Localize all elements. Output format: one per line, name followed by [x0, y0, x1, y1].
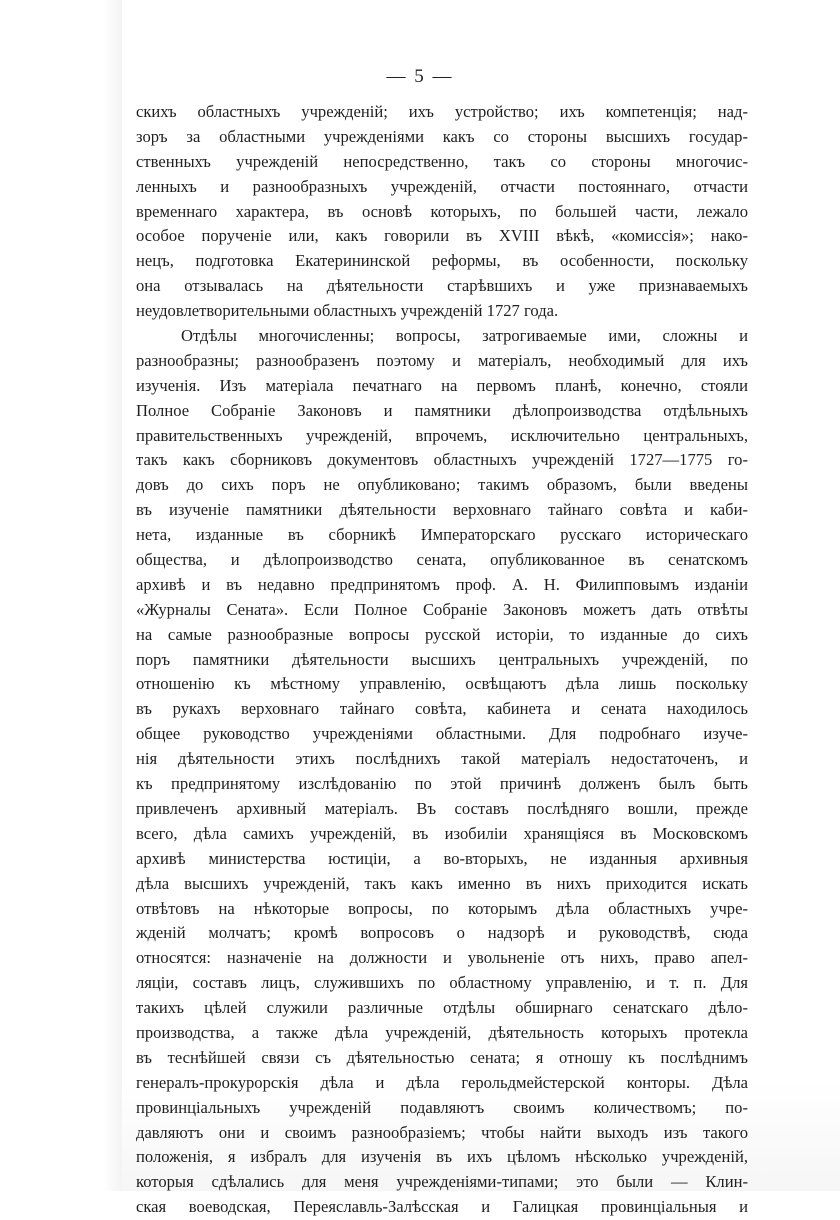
text-line: скихъ областныхъ учрежденій; ихъ устройство; ихъ компетенція; над- — [136, 102, 748, 121]
text-line: временнаго характера, въ основѣ которыхъ, по большей части, лежало — [136, 201, 748, 221]
text-line: архивѣ и въ недавно предпринятомъ проф. А. Н. Филипповымъ изданіи — [136, 574, 748, 594]
text-line: къ предпринятому изслѣдованію по этой причинѣ долженъ былъ быть — [136, 774, 748, 794]
text-line: нія дѣятельности этихъ послѣднихъ такой матеріалъ недостаточенъ, и — [136, 749, 748, 769]
text-line: ляціи, составъ лицъ, служившихъ по областному управленію, и т. п. Для — [136, 973, 748, 993]
text-line: общества, и дѣлопроизводство сената, опубликованное въ сенатскомъ — [136, 550, 748, 570]
text-line: изученія. Изъ матеріала печатнаго на первомъ планѣ, конечно, стояли — [136, 375, 748, 395]
text-line: правительственныхъ учрежденій, впрочемъ, исключительно центральныхъ, — [136, 425, 748, 445]
text-line: нета, изданные въ сборникѣ Императорскаго русскаго историческаго — [136, 525, 748, 545]
text-line: архивѣ министерства юстиціи, а во-вторыхъ, не изданныя архивныя — [136, 848, 748, 868]
text-line: нецъ, подготовка Екатерининской реформы, въ особенности, поскольку — [136, 251, 748, 271]
text-line: зоръ за областными учрежденіями какъ со стороны высшихъ государ- — [136, 126, 748, 146]
text-line: всего, дѣла самихъ учрежденій, въ изобиліи хранящіяся въ Московскомъ — [136, 823, 748, 843]
text-line: неудовлетворительными областныхъ учрежденій 1727 года. — [136, 301, 559, 321]
text-line: въ изученіе памятники дѣятельности верховнаго тайнаго совѣта и каби- — [136, 500, 748, 520]
text-line: Отдѣлы многочисленны; вопросы, затрогиваемые ими, сложны и — [181, 326, 748, 346]
text-line: на самые разнообразные вопросы русской исторіи, то изданные до сихъ — [136, 624, 748, 644]
text-line: производства, а также дѣла учрежденій, дѣятельность которыхъ протекла — [136, 1022, 748, 1042]
text-line: относятся: назначеніе на должности и увольненіе отъ нихъ, право апел- — [136, 948, 748, 968]
text-line: отношенію къ мѣстному управленію, освѣщаютъ дѣла лишь поскольку — [136, 674, 748, 694]
text-line: жденій молчатъ; кромѣ вопросовъ о надзорѣ и руководствѣ, сюда — [136, 923, 748, 943]
page-number: — 5 — — [386, 66, 454, 87]
text-line: отвѣтовъ на нѣкоторые вопросы, по которымъ дѣла областныхъ учре- — [136, 898, 748, 918]
text-line: общее руководство учрежденіями областными. Для подробнаго изуче- — [136, 724, 748, 744]
paragraph — [136, 100, 748, 324]
text-line: она отзывалась на дѣятельности старѣвшихъ и уже признаваемыхъ — [136, 276, 748, 296]
text-line: ственныхъ учрежденій непосредственно, такъ со стороны многочис- — [136, 151, 748, 171]
text-line: положенія, я избралъ для изученія въ ихъ цѣломъ нѣсколько учрежденій, — [136, 1147, 748, 1167]
text-line: давляютъ они и своимъ разнообразіемъ; чтобы найти выходъ изъ такого — [136, 1122, 748, 1142]
text-line: въ теснѣйшей связи съ дѣятельностью сената; я отношу къ послѣднимъ — [136, 1047, 748, 1067]
text-line: ленныхъ и разнообразныхъ учрежденій, отчасти постояннаго, отчасти — [136, 176, 748, 196]
text-line: привлеченъ архивный матеріалъ. Въ составъ послѣдняго вошли, прежде — [136, 798, 748, 818]
text-line: такихъ цѣлей служили различные отдѣлы обширнаго сенатскаго дѣло- — [136, 998, 748, 1018]
text-line: дѣла высшихъ учрежденій, такъ какъ именно въ нихъ приходится искать — [136, 873, 748, 893]
text-line: въ рукахъ верховнаго тайнаго совѣта, кабинета и сената находилось — [136, 699, 748, 719]
text-line: генералъ-прокурорскія дѣла и дѣла герольдмейстерской конторы. Дѣла — [136, 1072, 748, 1092]
text-line: разнообразны; разнообразенъ поэтому и матеріалъ, необходимый для ихъ — [136, 350, 748, 370]
text-line: «Журналы Сената». Если Полное Собраніе Законовъ можетъ дать отвѣты — [136, 599, 748, 619]
text-line: провинціальныхъ учрежденій подавляютъ своимъ количествомъ; по- — [136, 1097, 748, 1117]
text-line: ская воеводская, Переяславль-Залѣсская и Галицкая провинціальныя и — [136, 1197, 748, 1217]
text-line: довъ до сихъ поръ не опубликовано; такимъ образомъ, были введены — [136, 475, 748, 495]
scan-margin-shadow — [0, 0, 122, 1191]
paragraph — [136, 324, 748, 1220]
text-line: Полное Собраніе Законовъ и памятники дѣлопроизводства отдѣльныхъ — [136, 400, 748, 420]
text-line: такъ какъ сборниковъ документовъ областныхъ учрежденій 1727—1775 го- — [136, 450, 748, 470]
body-text — [136, 100, 748, 1220]
text-line: которыя сдѣлались для меня учрежденіями-типами; это были — Клин- — [136, 1172, 748, 1192]
text-line: поръ памятники дѣятельности высшихъ центральныхъ учрежденій, по — [136, 649, 748, 669]
text-line: особое порученіе или, какъ говорили въ XVIII вѣкѣ, «комиссія»; нако- — [136, 226, 748, 246]
